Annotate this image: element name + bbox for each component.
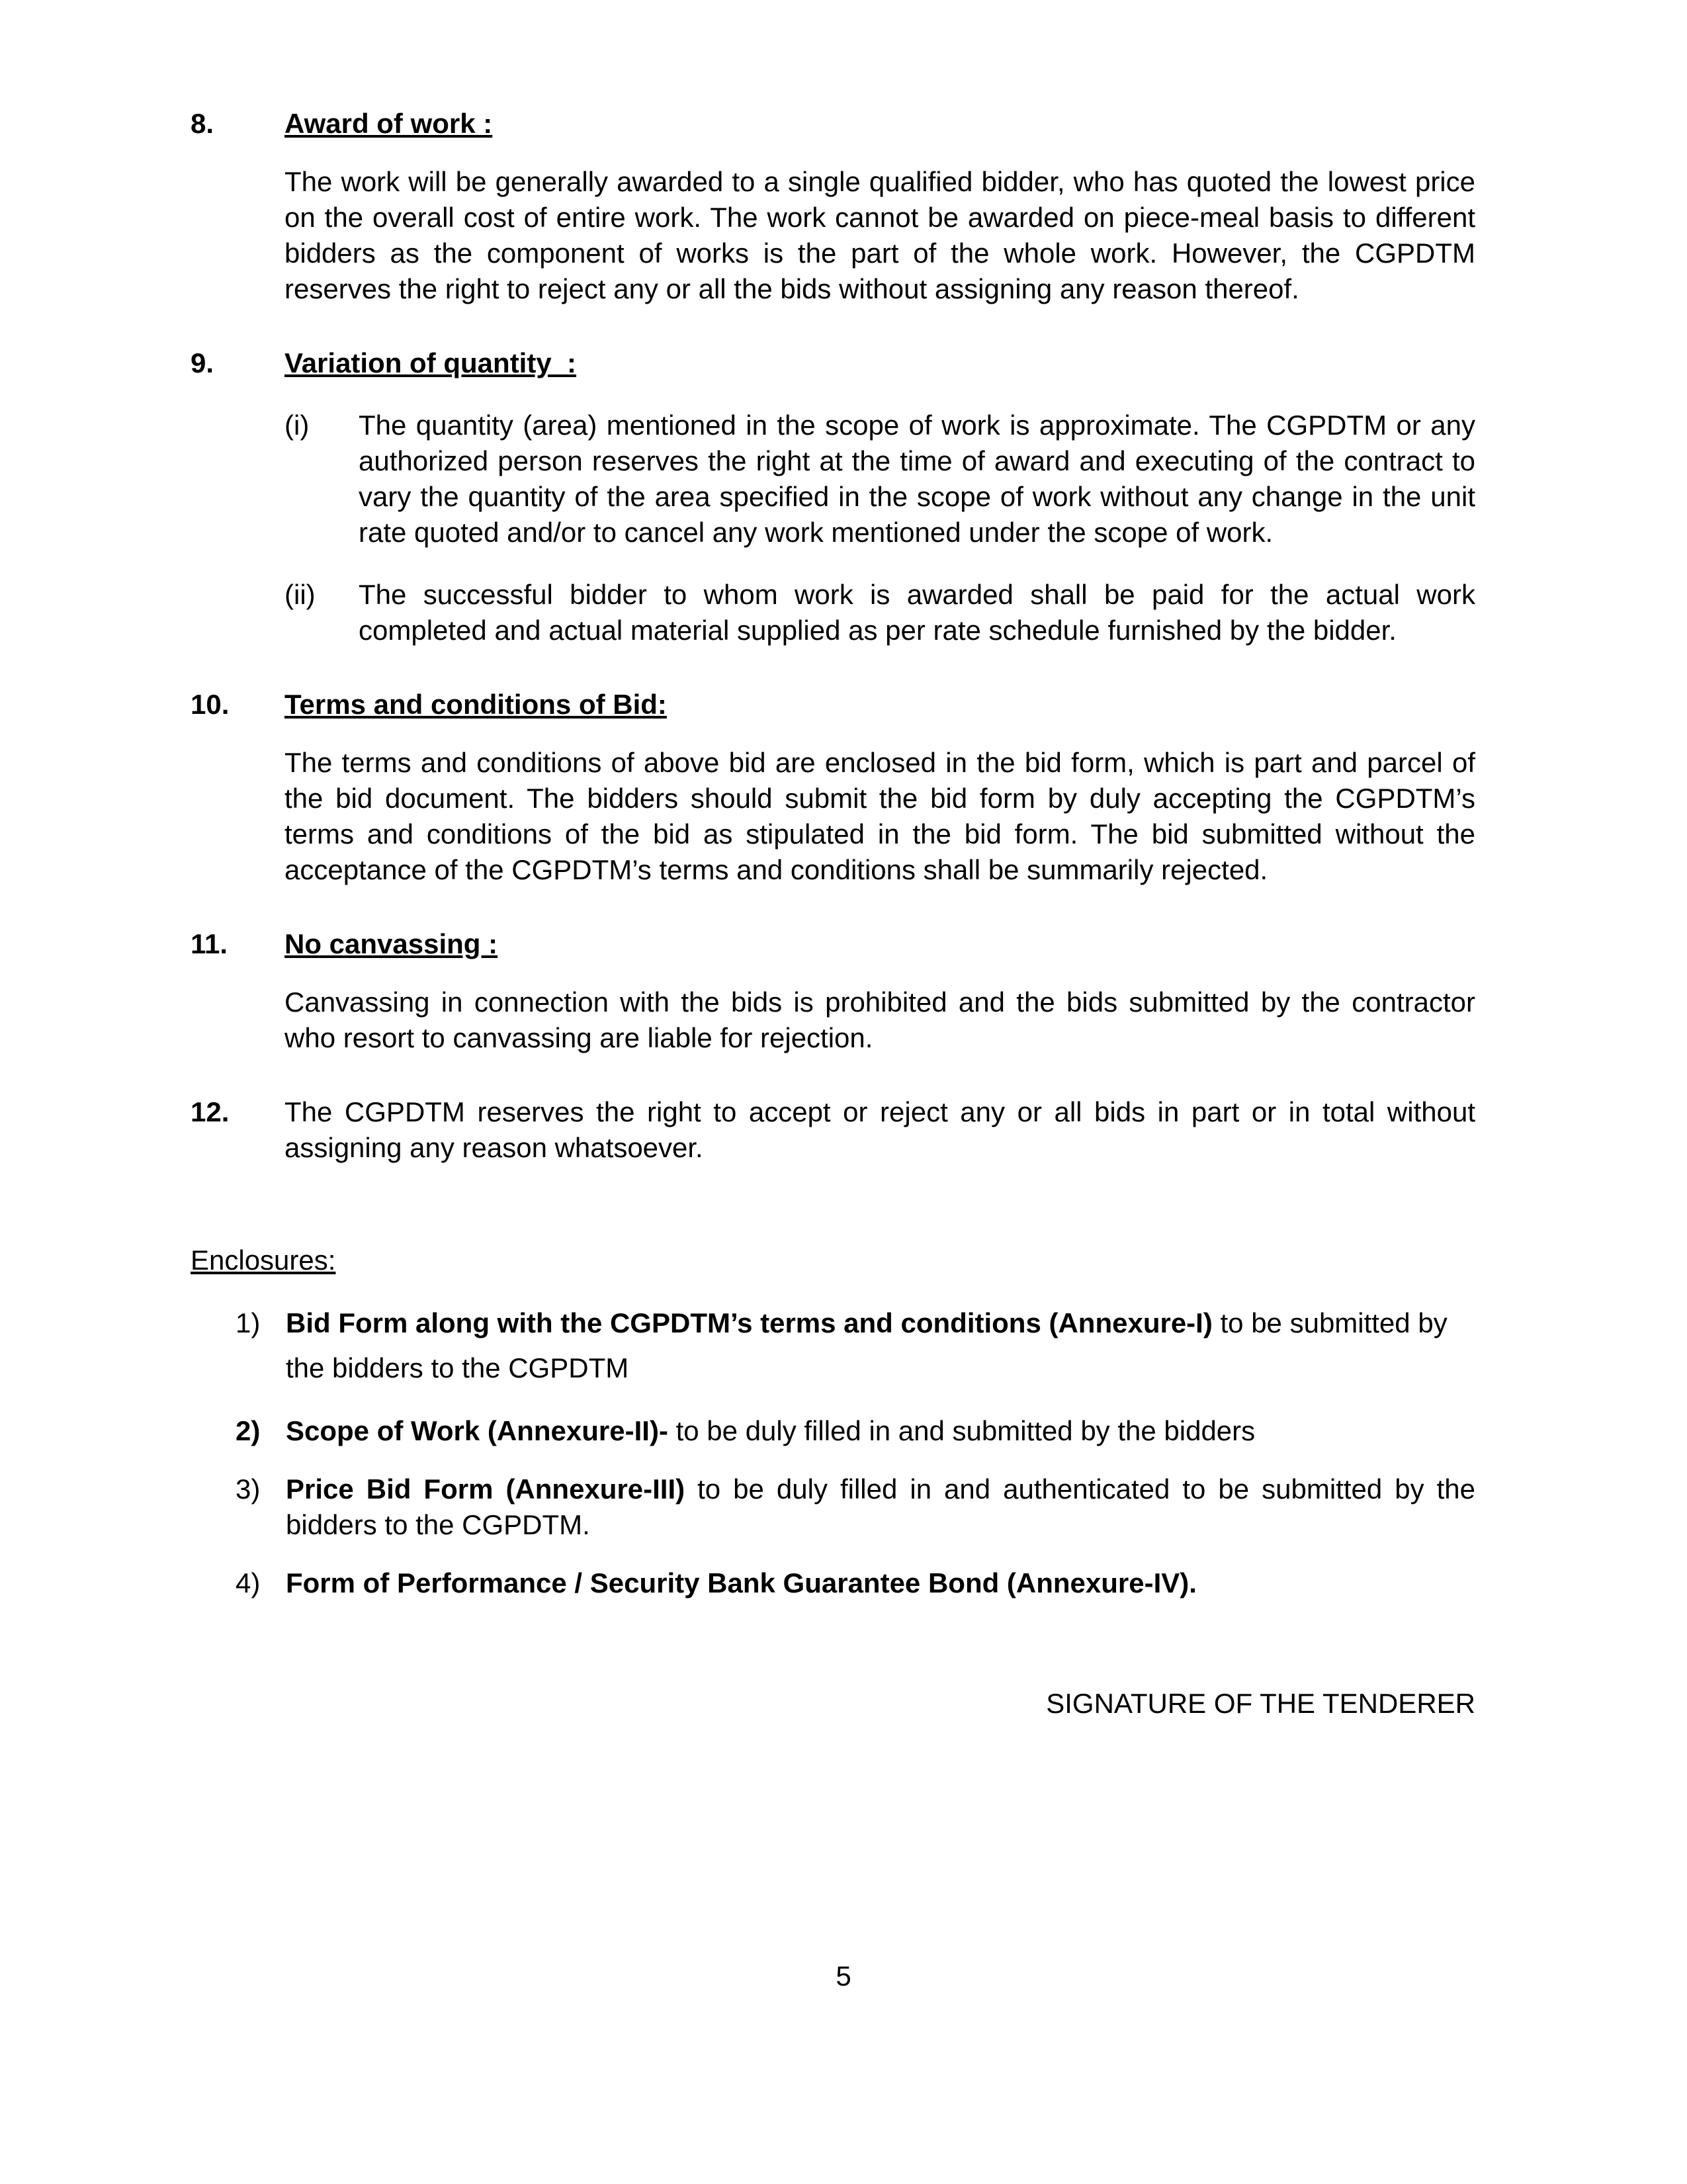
enclosure-number: 2) [236,1415,261,1446]
enclosure-text-bold: Form of Performance / Security Bank Guarantee Bond (Annexure-IV). [286,1567,1197,1598]
enclosure-item [236,1301,1475,1391]
list-item [284,577,1475,648]
enclosure-number: 1) [236,1307,261,1338]
enclosure-text [286,1471,1475,1543]
section-heading [284,106,492,142]
enclosure-text-bold: Scope of Work (Annexure-II)- [286,1415,668,1446]
section-heading-text: Award of work : [284,108,493,139]
section-heading-text: Terms and conditions of Bid: [284,689,667,720]
enclosure-number: 4) [236,1567,261,1598]
enclosure-text-rest: to be submitted by the bidders to the CGPDTM [286,1307,1448,1383]
list-item-text: The quantity (area) mentioned in the scope of work is approximate. The CGPDTM or any authorized person reserves the right at the time of award and executing of the contract to vary the quantity of the area specified in the scope of work without any change in the unit rate quoted and/or to cancel any work mentioned under the scope of work. [359,410,1475,548]
page-number: 5 [836,1960,851,1991]
list-item [284,408,1475,550]
section-number: 11. [191,928,228,959]
section-heading [284,345,576,381]
section-variation-of-quantity [191,345,1475,648]
list-item-marker: (ii) [284,579,316,610]
enclosure-item [236,1565,1475,1601]
section-heading [284,687,667,722]
section-award-of-work [191,106,1475,307]
list-item-marker: (i) [284,410,310,441]
section-number: 8. [191,108,214,139]
list-item-text: The successful bidder to whom work is awarded shall be paid for the actual work completed and actual material supplied as per rate schedule furnished by the bidder. [359,579,1475,646]
section-heading [284,926,497,962]
enclosure-text-rest: to be duly filled in and authenticated to be submitted by the bidders to the CGPDTM. [286,1473,1475,1540]
section-heading-text: No canvassing : [284,928,498,959]
section-number: 12. [191,1096,230,1127]
section-number: 10. [191,689,230,720]
enclosure-item [236,1471,1475,1543]
section-paragraph: Canvassing in connection with the bids is prohibited and the bids submitted by the contractor who resort to canvassing are liable for rejection. [284,986,1475,1053]
enclosure-text-bold: Price Bid Form (Annexure-III) [286,1473,685,1505]
enclosures-block [191,1243,1475,1601]
section-paragraph: The terms and conditions of above bid are enclosed in the bid form, which is part and parcel of the bid document. The bidders should submit the bid form by duly accepting the CGPDTM’s terms and conditions of the bid as stipulated in the bid form. The bid submitted without the acceptance of the CGPDTM’s terms and conditions shall be summarily rejected. [284,747,1475,885]
section-no-canvassing [191,926,1475,1056]
enclosure-number: 3) [236,1473,261,1505]
enclosure-text-bold: Bid Form along with the CGPDTM’s terms and conditions (Annexure-I) [286,1307,1213,1338]
enclosures-heading: Enclosures: [191,1245,336,1276]
enclosure-text [286,1413,1475,1449]
section-reserve-rights [191,1094,1475,1166]
section-terms-and-conditions [191,687,1475,888]
section-paragraph: The work will be generally awarded to a single qualified bidder, who has quoted the lowest price on the overall cost of entire work. The work cannot be awarded on piece-meal basis to different bidders as the component of works is the part of the whole work. However, the CGPDTM reserves the right to reject any or all the bids without assigning any reason thereof. [284,166,1475,304]
section-heading-text: Variation of quantity : [284,347,577,378]
enclosure-text-rest: to be duly filled in and submitted by the bidders [668,1415,1256,1446]
section-number: 9. [191,347,214,378]
section-paragraph: The CGPDTM reserves the right to accept or reject any or all bids in part or in total without assigning any reason whatsoever. [284,1096,1475,1163]
enclosure-item [236,1413,1475,1449]
enclosure-text [286,1301,1475,1391]
enclosure-text [286,1565,1475,1601]
signature-line: SIGNATURE OF THE TENDERER [1046,1688,1475,1719]
